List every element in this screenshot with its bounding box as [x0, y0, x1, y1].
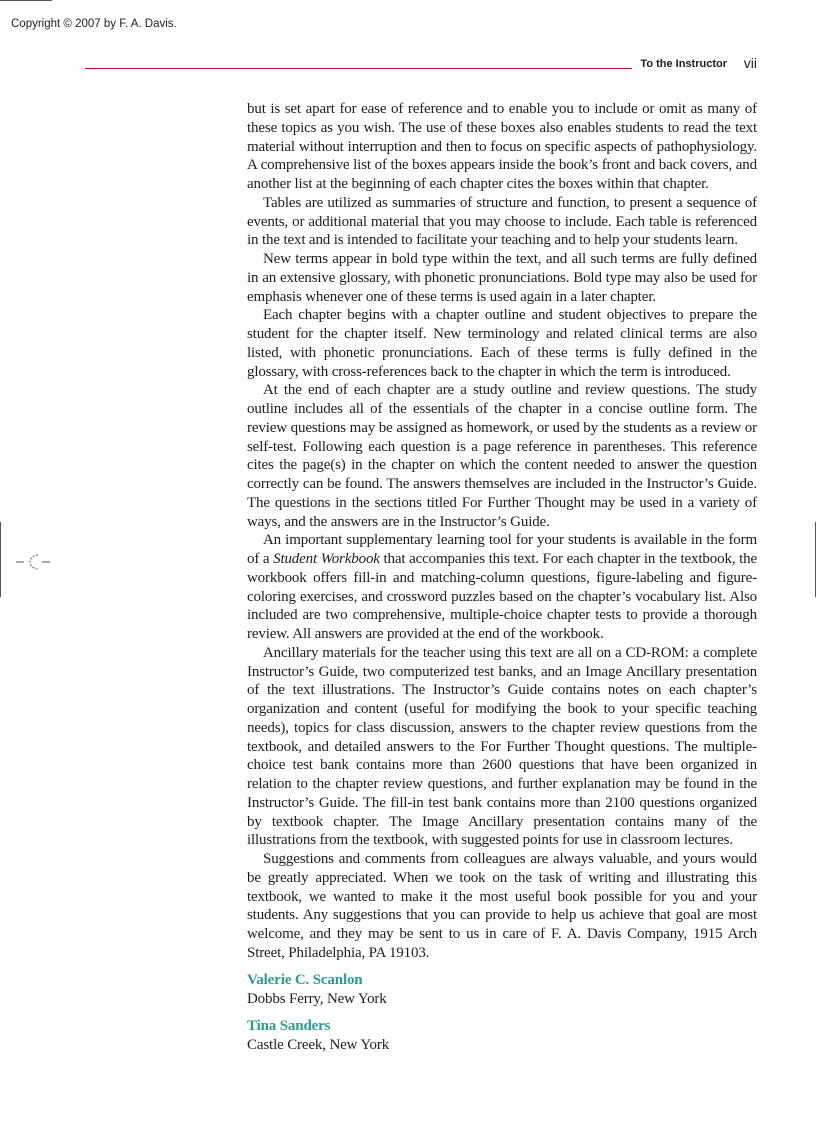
top-crop-rule [0, 0, 52, 1]
paragraph-chapter-outline: Each chapter begins with a chapter outline and student objectives to prepare the student for the chapter itself. New terminology and related clinical terms are also listed, with phonetic pronunciations. Each of these terms is fully defined in the glossary, with cross-references back to the chapter in which the term is introduced. [247, 307, 757, 380]
paragraph-student-workbook [247, 531, 757, 644]
header-rule [85, 68, 632, 69]
workbook-title: Student Workbook [273, 551, 380, 567]
page-number: vii [743, 55, 757, 71]
paragraph-new-terms: New terms appear in bold type within the text, and all such terms are fully defined in an extensive glossary, with phonetic pronunciations. Bold type may also be used for emphasis whenever one of these terms is used again in a later chapter. [247, 251, 757, 305]
paragraph-boxes: but is set apart for ease of reference and to enable you to include or omit as many of these topics as you wish. The use of these boxes also enables students to read the text material without interruption and then to focus on specific aspects of pathophysiology. A comprehensive list of the boxes appears inside the book’s front and back covers, and another list at the beginning of each chapter cites the boxes within that chapter. [247, 101, 757, 192]
signature-name: Tina Sanders [247, 1017, 331, 1034]
body-text [247, 100, 757, 1055]
paragraph-study-outline: At the end of each chapter are a study outline and review questions. The study outline includes all of the essentials of the chapter in a concise outline form. The review questions may be assigned as homework, or used by the students as a review or self-test. Following each question is a page reference in parentheses. This reference cites the page(s) in the chapter on which the content needed to answer the question correctly can be found. The answers themselves are included in the Instructor’s Guide. The questions in the sections titled For Further Thought may be used in a variety of ways, and the answers are in the Instructor’s Guide. [247, 382, 757, 530]
signature-block [247, 1017, 757, 1055]
running-header [85, 55, 757, 71]
paragraph-tables: Tables are utilized as summaries of structure and function, to present a sequence of events, or additional material that you may choose to include. Each table is referenced in the text and is intended to facilitate your teaching and to help your students learn. [247, 194, 757, 249]
workbook-text-after: that accompanies this text. For each chapter in the textbook, the workbook offers fill-in and matching-column questions, figure-labeling and figure-coloring exercises, and crossword puzzles based on the chapter’s vocabulary list. Also included are two comprehensive, multiple-choice chapter tests to provide a thorough review. All answers are provided at the end of the workbook. [247, 551, 757, 642]
registration-mark-icon [16, 552, 50, 572]
paragraph-suggestions: Suggestions and comments from colleagues are always valuable, and yours would be greatly appreciated. When we took on the task of writing and illustrating this textbook, we wanted to make it the most useful book possible for you and your students. Any suggestions that you can provide to help us achieve that goal are most welcome, and they may be sent to us in care of F. A. Davis Company, 1915 Arch Street, Philadelphia, PA 19103. [247, 851, 757, 961]
left-crop-mark [0, 522, 1, 597]
copyright-notice: Copyright © 2007 by F. A. Davis. [11, 18, 177, 30]
signature-block [247, 971, 757, 1009]
running-title: To the Instructor [640, 58, 727, 70]
signature-location: Castle Creek, New York [247, 1036, 390, 1053]
signature-location: Dobbs Ferry, New York [247, 990, 387, 1007]
paragraph-ancillary-materials: Ancillary materials for the teacher using this text are all on a CD-ROM: a complete Instructor’s Guide, two computerized test banks, and an Image Ancillary presentation of the text illustrations. The Instructor’s Guide contains notes on each chapter’s organization and content (useful for modifying the book to your specific teaching needs), topics for class discussion, answers to the chapter review questions from the textbook, and detailed answers to the For Further Thought questions. The multiple-choice test bank contains more than 2600 questions that have been organized in relation to the chapter review questions, and further explanation may be found in the Instructor’s Guide. The fill-in test bank contains more than 2100 questions organized by textbook chapter. The Image Ancillary presentation contains many of the illustrations from the textbook, with suggested points for use in classroom lectures. [247, 644, 757, 849]
signature-name: Valerie C. Scanlon [247, 971, 363, 988]
workbook-text-before: An important supplementary learning tool for your students is available in the form of a [247, 532, 757, 567]
